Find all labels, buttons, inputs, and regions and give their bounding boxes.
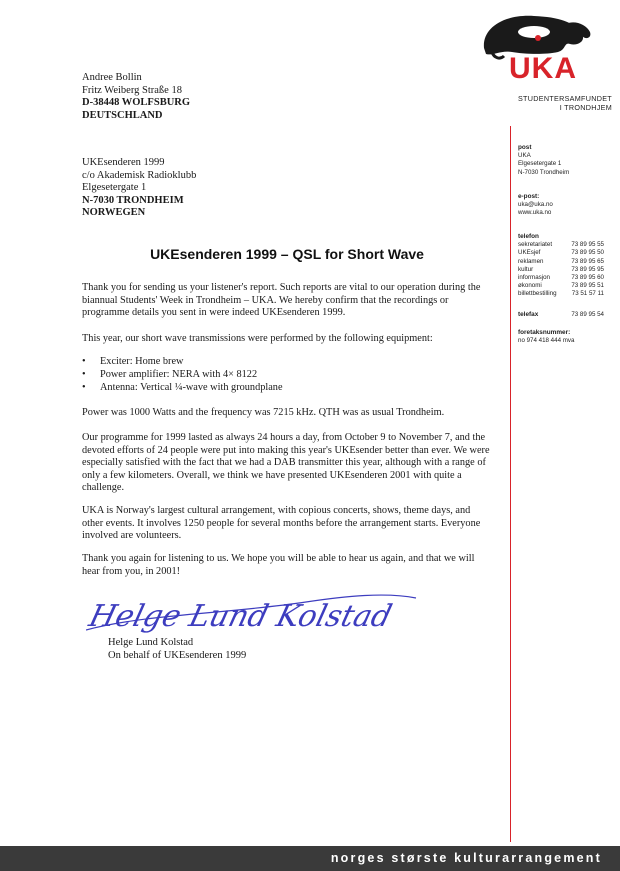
phone-row [518, 274, 604, 282]
telefon-heading: telefon [518, 233, 539, 240]
handwritten-signature [86, 584, 426, 640]
post-line: UKA [518, 152, 531, 160]
phone-label: sekretariatet [518, 241, 553, 249]
epost-heading: e-post: [518, 193, 540, 200]
uka-wordmark: UKA [509, 52, 577, 85]
phone-row [518, 290, 604, 298]
phone-number: 73 89 95 55 [571, 241, 604, 249]
phone-row [518, 266, 604, 274]
list-item: • Antenna: Vertical ¼-wave with groundplane [82, 382, 482, 395]
recipient-address [82, 157, 196, 220]
sender-street: Fritz Weiberg Straße 18 [82, 84, 182, 96]
uka-subtitle [508, 94, 612, 112]
signatory-role: On behalf of UKEsenderen 1999 [108, 649, 247, 661]
list-item: • Exciter: Home brew [82, 356, 482, 369]
phone-label: UKEsjef [518, 249, 541, 257]
sidebar-telefon [518, 233, 604, 299]
post-heading: post [518, 144, 532, 151]
phone-number: 73 51 57 11 [571, 290, 604, 298]
phone-label: reklamen [518, 257, 544, 265]
post-line: N-7030 Trondheim [518, 168, 570, 176]
footer-slogan: norges største kulturarrangement [330, 851, 602, 865]
phone-number: 73 89 95 60 [571, 274, 604, 282]
uka-subtitle-line2: I TRONDHJEM [559, 103, 612, 112]
phone-number: 73 89 95 65 [571, 257, 604, 265]
list-item: • Power amplifier: NERA with 4× 8122 [82, 369, 482, 382]
sender-name: Andree Bollin [82, 72, 142, 83]
telefax-label: telefax [518, 311, 539, 318]
uka-subtitle-line1: STUDENTERSAMFUNDET [517, 94, 612, 103]
sidebar-post [518, 144, 569, 177]
phone-label: billettbestilling [518, 290, 557, 298]
signature-block [108, 637, 246, 662]
phone-label: informasjon [518, 274, 550, 282]
phone-number: 73 89 95 95 [571, 265, 604, 273]
signature-script: Helge Lund Kolstad [86, 599, 396, 634]
recipient-country: NORWEGEN [82, 207, 146, 218]
paragraph-programme: Our programme for 1999 lasted as always 24 hours a day, from October 9 to November 7, and the devoted efforts of 24 people were put into making this year's UKEsender better than ever. We were especially satisfied with the fact that we had a DAB transmitter this year, although with a range of only a few kilometers. Overall, we think we have presented UKEsenderen 2001 with quite a challenge. [82, 432, 490, 494]
phone-number: 73 89 95 50 [571, 249, 604, 257]
email-link[interactable]: uka@uka.no [518, 201, 553, 209]
telefax-row [518, 311, 604, 319]
sender-address [82, 72, 190, 122]
recipient-name: UKEsenderen 1999 [82, 157, 165, 168]
recipient-street: Elgesetergate 1 [82, 182, 147, 193]
phone-row [518, 241, 604, 249]
phone-label: kultur [518, 265, 534, 273]
sender-country: DEUTSCHLAND [82, 109, 163, 121]
paragraph-thanks: Thank you again for listening to us. We hope you will be able to hear us again, and that we will hear from you, in 2001! [82, 553, 475, 577]
phone-label: økonomi [518, 282, 542, 290]
org-heading: foretaksnummer: [518, 329, 571, 336]
phone-number: 73 89 95 51 [571, 282, 604, 290]
paragraph-uka: UKA is Norway's largest cultural arrangement, with copious concerts, shows, theme days, and other events. It involves 1250 people for several months before the arrangement starts. Everyone involved are volunteers. [82, 505, 481, 542]
footer-bar [0, 846, 620, 871]
paragraph-intro: Thank you for sending us your listener's report. Such reports are vital to our operation during the biannual Students' Week in Trondheim – UKA. We hereby confirm that the recordings or programme details you sent in were indeed UKEsenderen 1999. [82, 282, 481, 319]
sidebar-org [518, 329, 574, 345]
sidebar-epost [518, 193, 553, 218]
paragraph-equipment-intro: This year, our short wave transmissions were performed by the following equipment: [82, 333, 433, 344]
sidebar-telefax [518, 311, 604, 319]
paragraph-power: Power was 1000 Watts and the frequency was 7215 kHz. QTH was as usual Trondheim. [82, 407, 445, 418]
recipient-org: c/o Akademisk Radioklubb [82, 169, 197, 181]
phone-row [518, 282, 604, 290]
equipment-list [82, 356, 482, 394]
sender-city: D-38448 WOLFSBURG [82, 97, 191, 108]
recipient-city: N-7030 TRONDHEIM [82, 194, 184, 206]
letter-title: UKEsenderen 1999 – QSL for Short Wave [150, 246, 424, 262]
telefax-number: 73 89 95 54 [571, 311, 604, 318]
sidebar-divider [510, 126, 511, 842]
post-line: Elgesetergate 1 [518, 160, 562, 168]
website-link[interactable]: www.uka.no [518, 209, 552, 217]
signatory-name: Helge Lund Kolstad [108, 637, 194, 648]
phone-row [518, 258, 604, 266]
phone-row [518, 249, 604, 257]
org-number: no 974 418 444 mva [518, 337, 575, 345]
